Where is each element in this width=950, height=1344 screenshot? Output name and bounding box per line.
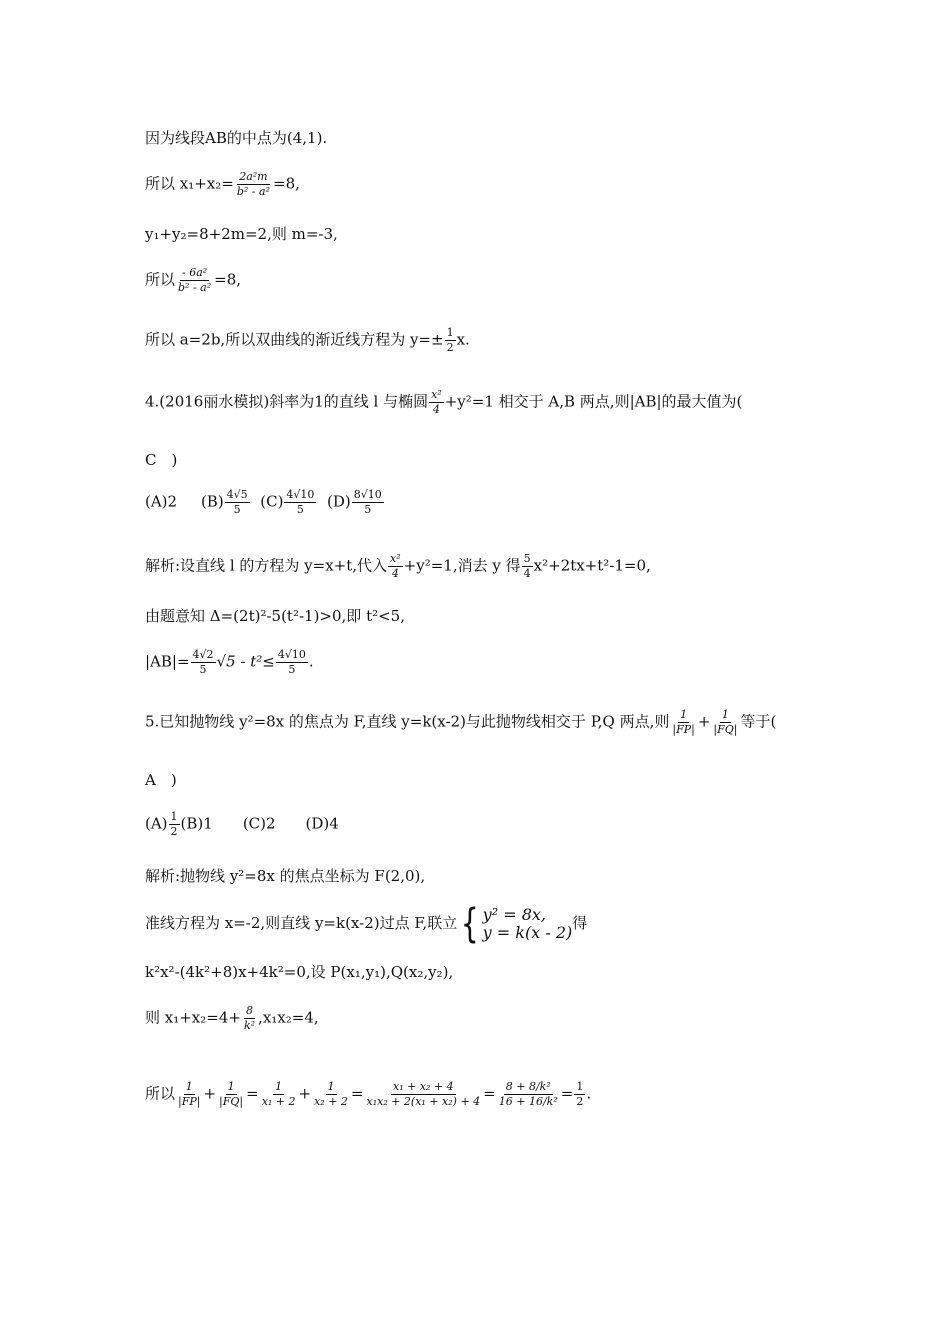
denominator: 2 [576, 1095, 584, 1108]
fraction [276, 648, 308, 677]
denominator: b² - a² [178, 281, 212, 294]
numerator: 5 [523, 552, 531, 565]
q4-solution-2: 由题意知 Δ=(2t)²-5(t²-1)>0,即 t²<5, [145, 607, 405, 625]
line-sum-y: y₁+y₂=8+2m=2,则 m=-3, [145, 225, 338, 243]
q4-answer: C ) [145, 451, 178, 469]
fraction [522, 552, 533, 581]
text: = [350, 1084, 364, 1103]
text: 得 [572, 914, 588, 932]
numerator: 1 [446, 326, 454, 339]
line-asymptote [145, 326, 470, 355]
fraction [497, 1080, 560, 1109]
denominator: 5 [288, 663, 296, 676]
q5-solution-3: k²x²-(4k²+8)x+4k²=0,设 P(x₁,y₁),Q(x₂,y₂), [145, 963, 454, 981]
fraction [284, 488, 316, 517]
fraction [365, 1080, 483, 1109]
fraction [242, 1004, 257, 1033]
numerator: 4√10 [286, 488, 315, 501]
radical: √5 - t² [216, 652, 263, 671]
line-sum-x [145, 170, 300, 199]
text: 5.已知抛物线 y²=8x 的焦点为 F,直线 y=k(x-2)与此抛物线相交于 P,Q 两点,则 [145, 712, 670, 731]
q5-options [145, 810, 339, 839]
numerator: 1 [185, 1080, 193, 1093]
text: = [246, 1084, 259, 1103]
denominator: 5 [199, 663, 207, 676]
text: =8, [273, 174, 300, 193]
fraction [176, 266, 213, 295]
options-rest: (B)1 (C)2 (D)4 [180, 814, 339, 833]
denominator: 5 [233, 503, 241, 516]
fraction [260, 1080, 298, 1109]
text: 则 x₁+x₂=4+ [145, 1008, 241, 1027]
denominator: x₁x₂ + 2(x₁ + x₂) + 4 [366, 1095, 481, 1108]
fraction [574, 1080, 585, 1109]
fraction [191, 648, 216, 677]
text: ,x₁x₂=4, [258, 1008, 319, 1027]
numerator: 1 [170, 810, 178, 823]
q4-stem [145, 388, 742, 417]
numerator: 2a²m [239, 170, 268, 183]
option-c: (C) [260, 492, 284, 511]
line-midpoint: 因为线段AB的中点为(4,1). [145, 129, 328, 147]
text: = [560, 1084, 574, 1103]
text: x. [456, 330, 470, 349]
numerator: - 6a² [181, 266, 208, 279]
q5-solution-4 [145, 1004, 319, 1033]
denominator: x₂ + 2 [314, 1095, 348, 1108]
numerator: 1 [576, 1080, 584, 1093]
denominator: 4 [432, 403, 440, 416]
fraction [235, 170, 272, 199]
q4-solution-3 [145, 648, 314, 677]
denominator: |FQ| [219, 1095, 244, 1108]
system-row: y² = 8x, [482, 905, 546, 924]
numerator: 1 [721, 708, 729, 721]
text: 准线方程为 x=-2,则直线 y=k(x-2)过点 F,联立 [145, 914, 458, 932]
fraction [176, 1080, 202, 1109]
q5-answer: A ) [145, 771, 177, 789]
text: = [483, 1084, 496, 1103]
option-a: (A)2 [145, 492, 178, 511]
text: + [697, 712, 711, 731]
numerator: 1 [327, 1080, 335, 1093]
denominator: b² - a² [236, 185, 270, 198]
fraction [388, 552, 403, 581]
text: + [298, 1084, 312, 1103]
numerator: 8 + 8/k² [505, 1080, 551, 1093]
numerator: 1 [680, 708, 688, 721]
text: =8, [214, 270, 242, 289]
line-result [145, 266, 241, 295]
fraction [352, 488, 384, 517]
denominator: 16 + 16/k² [498, 1095, 558, 1108]
denominator: 2 [446, 341, 454, 354]
numerator: 8 [246, 1004, 253, 1017]
fraction [225, 488, 250, 517]
option-d: (D) [326, 492, 351, 511]
denominator: 2 [170, 825, 178, 838]
denominator: 5 [364, 503, 372, 516]
denominator: 4 [391, 567, 399, 580]
q5-solution-1: 解析:抛物线 y²=8x 的焦点坐标为 F(2,0), [145, 867, 426, 885]
brace: { [461, 901, 479, 947]
numerator: x² [390, 552, 401, 565]
text: 所以 [145, 270, 176, 289]
system-row: y = k(x - 2) [482, 923, 573, 942]
text: 所以 x₁+x₂= [145, 174, 234, 193]
numerator: 1 [227, 1080, 235, 1093]
text: + [203, 1084, 217, 1103]
numerator: 1 [275, 1080, 283, 1093]
fraction [169, 810, 180, 839]
numerator: x² [431, 388, 442, 401]
denominator: |FQ| [713, 723, 738, 736]
denominator: |FP| [178, 1095, 201, 1108]
text: . [586, 1084, 592, 1103]
numerator: 8√10 [353, 488, 382, 501]
fraction [711, 708, 739, 737]
denominator: k² [243, 1019, 256, 1032]
fraction [217, 1080, 245, 1109]
text: ≤ [262, 652, 275, 671]
numerator: 4√2 [192, 648, 214, 661]
text: |AB|= [145, 652, 190, 671]
q5-stem [145, 708, 776, 737]
fraction [670, 708, 696, 737]
option-a: (A) [145, 814, 168, 833]
text: 所以 a=2b,所以双曲线的渐近线方程为 y=± [145, 330, 444, 349]
q5-solution-5 [145, 1080, 591, 1109]
equation-system [457, 901, 573, 947]
numerator: x₁ + x₂ + 4 [393, 1080, 454, 1093]
denominator: 5 [296, 503, 304, 516]
text: 解析:设直线 l 的方程为 y=x+t,代入 [145, 556, 388, 575]
numerator: 4√10 [277, 648, 306, 661]
text: 等于( [740, 712, 777, 731]
text: +y²=1 相交于 A,B 两点,则|AB|的最大值为( [444, 392, 743, 411]
system-rows [483, 906, 573, 942]
fraction [445, 326, 456, 355]
fraction [429, 388, 444, 417]
option-b: (B) [200, 492, 224, 511]
denominator: x₁ + 2 [261, 1095, 296, 1108]
text: 所以 [145, 1084, 176, 1103]
fraction [312, 1080, 350, 1109]
text: x²+2tx+t²-1=0, [533, 556, 651, 575]
text: . [308, 652, 314, 671]
q4-solution-1 [145, 552, 651, 581]
numerator: 4√5 [226, 488, 248, 501]
q5-solution-2 [145, 901, 588, 947]
text: 4.(2016丽水模拟)斜率为1的直线 l 与椭圆 [145, 392, 429, 411]
denominator: 4 [523, 567, 531, 580]
denominator: |FP| [672, 723, 695, 736]
q4-options [145, 488, 385, 517]
text: +y²=1,消去 y 得 [403, 556, 521, 575]
